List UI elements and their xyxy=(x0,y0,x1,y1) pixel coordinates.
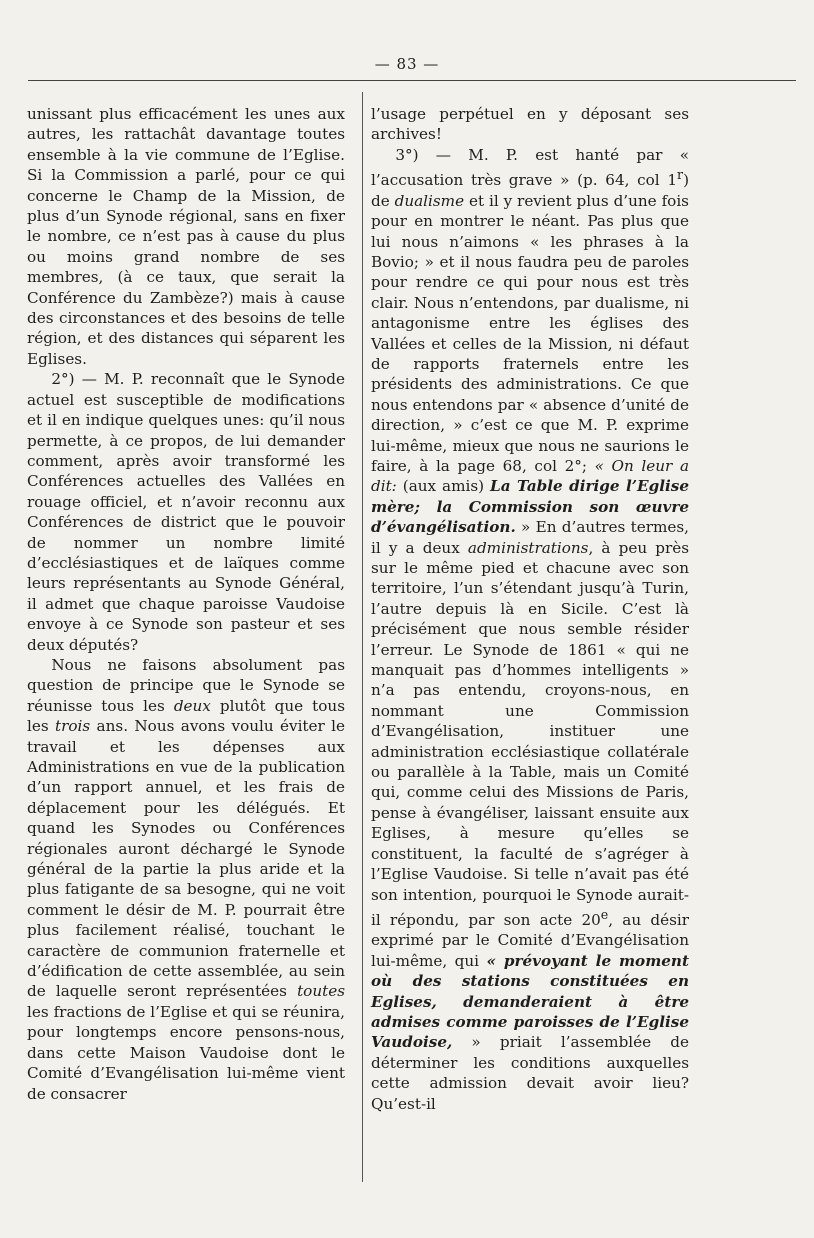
superscript: r xyxy=(677,167,684,183)
italic-text: dualisme xyxy=(394,191,465,210)
text-run: unissant plus efficacément les unes aux autres, les rattachât davantage toutes ensemble à la vie commune de l’Eglise. Si la Commission a parlé, pour ce qui concerne le Champ de la Mission, de plus d’un Synode régional, sans en fixer le nombre, ce n’est pas à cause du plus ou moins grand nombre de ses membres, (à ce taux, que serait la Conférence du Zambèze?) mais à cause des circonstances et des besoins de telle région, et des distances qui séparent les Eglises. xyxy=(27,105,345,368)
text-run: 2°) — M. P. reconnaît que le Synode actuel est susceptible de modifications et il en indique quelques unes: qu’il nous permette, à ce propos, de lui demander comment, après avoir transformé les Conférences actuelles des Vallées en rouage officiel, et n’avoir reconnu aux Conférences de district que le pouvoir de nommer un nombre limité d’ecclésiastiques et de laïques comme leurs représentants au Synode Général, il admet que chaque paroisse Vaudoise envoye à ce Synode son pasteur et ses deux députés? xyxy=(27,370,345,654)
text-run: Nous ne faisons absolument pas question de principe que le Synode se réunisse tous les xyxy=(27,655,345,715)
paragraph xyxy=(371,145,689,1114)
text-run: , au désir exprimé par le Comité d’Evangélisation lui-même, qui xyxy=(371,910,689,970)
emphasis-text: La Table dirige l’Eglise mère; la Commission son œuvre d’évangélisation. xyxy=(371,477,689,537)
right-column xyxy=(371,104,689,1114)
emphasis-text: « prévoyant le moment où des stations constituées en Eglises, demanderaient à être admises comme paroisses de l’Eglise Vaudoise, xyxy=(371,951,689,1052)
header-rule xyxy=(28,80,796,81)
text-run: ) de xyxy=(371,171,689,210)
text-run: (aux amis) xyxy=(396,477,491,496)
italic-text: trois xyxy=(55,717,91,736)
page-number: — 83 — xyxy=(374,55,440,73)
column-divider xyxy=(362,92,363,1182)
italic-text: administrations xyxy=(467,538,589,557)
italic-text: toutes xyxy=(297,982,345,1001)
italic-text: deux xyxy=(173,696,211,715)
superscript: e xyxy=(600,906,609,922)
text-run: les fractions de l’Eglise et qui se réunira, pour longtemps encore pensons-nous, dans cette Maison Vaudoise dont le Comité d’Evangélisation lui-même vient de consacrer xyxy=(27,1002,345,1103)
text-run: l’usage perpétuel en y déposant ses archives! xyxy=(371,105,689,144)
paragraph xyxy=(27,104,345,369)
text-run: » priait l’assemblée de déterminer les conditions auxquelles cette admission devait avoir lieu? Qu’est-il xyxy=(371,1033,689,1113)
text-run: » En d’autres termes, il y a deux xyxy=(371,518,689,557)
text-run: ans. Nous avons voulu éviter le travail et les dépenses aux Administrations en vue de la publication d’un rapport annuel, et les frais de déplacement pour les délégués. Et quand les Synodes ou Conférences régionales auront déchargé le Synode général de la partie la plus aride et la plus fatigante de sa besogne, qui ne voit comment le désir de M. P. pourrait être plus facilement réalisé, touchant le caractère de communion fraternelle et d’édification de cette assemblée, au sein de laquelle seront représentées xyxy=(27,717,345,1001)
text-run: plutôt que tous les xyxy=(27,696,345,736)
text-run: et il y revient plus d’une fois pour en montrer le néant. Pas plus que lui nous n’aimons « les phrases à la Bovio; » et il nous faudra peu de paroles pour rendre ce qui pour nous est très clair. Nous n’entendons, par dualisme, ni antagonisme entre les églises des Vallées et celles de la Mission, ni défaut de rapports fraternels entre les présidents des administrations. Ce que nous entendons par « absence d’unité de direction, » c’est ce que M. P. exprime lui-même, mieux que nous ne saurions le faire, à la page 68, col 2°; xyxy=(371,191,689,475)
paragraph xyxy=(27,369,345,655)
italic-text: « On leur a dit: xyxy=(371,456,690,496)
text-run: 3°) — M. P. est hanté par « l’accusation très grave » (p. 64, col 1 xyxy=(371,145,689,190)
text-run: , à peu près sur le même pied et chacune avec son territoire, l’un s’étendant jusqu’à Turin, l’autre depuis là en Sicile. C’est là précisément que nous semble résider l’erreur. Le Synode de 1861 « qui ne manquait pas d’hommes intelligents » n’a pas entendu, croyons-nous, en nommant une Commission d’Evangélisation, instituer une administration ecclésiastique collatérale ou parallèle à la Table, mais un Comité qui, comme celui des Missions de Paris, pense à évangéliser, laissant ensuite aux Eglises, à mesure qu’elles se constituent, la faculté de s’agréger à l’Eglise Vaudoise. Si telle n’avait pas été son intention, pourquoi le Synode aurait-il répondu, par son acte 20 xyxy=(371,538,689,929)
left-column xyxy=(27,104,345,1104)
paragraph xyxy=(371,104,689,145)
paragraph xyxy=(27,655,345,1104)
